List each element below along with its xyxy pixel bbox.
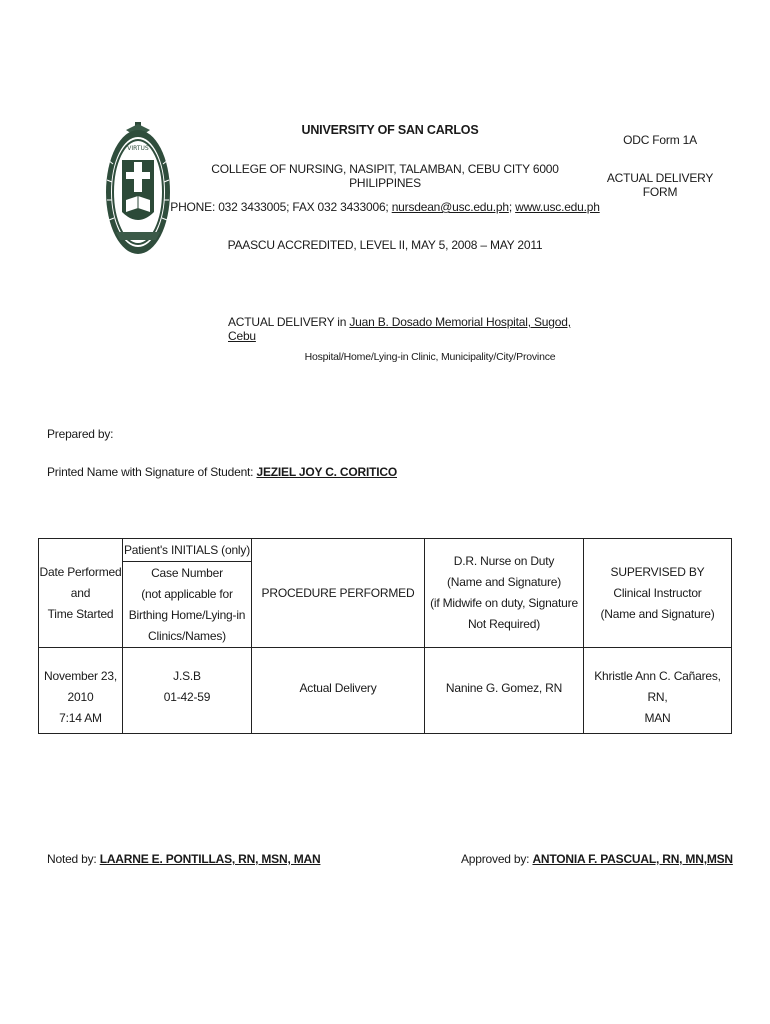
- noted-by-line: [47, 852, 387, 866]
- phone-fax: PHONE: 032 3433005; FAX 032 3433006;: [170, 200, 392, 214]
- student-name: JEZIEL JOY C. CORITICO: [256, 465, 397, 479]
- college-address: COLLEGE OF NURSING, NASIPIT, TALAMBAN, CEBU CITY 6000 PHILIPPINES: [211, 162, 559, 190]
- cell-patient-case: [123, 648, 251, 733]
- cell-initials: J.S.B: [173, 669, 201, 683]
- header-case-number: Case Number (not applicable for Birthing Home/Lying-in Clinics/Names): [128, 565, 246, 643]
- cell-case-number: 01-42-59: [163, 690, 211, 704]
- university-seal-logo: [104, 120, 172, 256]
- approved-by-line: [461, 852, 761, 866]
- header-supervised-by: SUPERVISED BY Clinical Instructor (Name and Signature): [600, 564, 715, 621]
- delivery-place: Juan B. Dosado Memorial Hospital, Sugod, Cebu: [228, 315, 571, 343]
- email-link[interactable]: nursdean@usc.edu.ph: [391, 200, 509, 214]
- header-dr-nurse: D.R. Nurse on Duty (Name and Signature) (if Midwife on duty, Signature Not Required): [430, 554, 578, 631]
- delivery-place-caption: Hospital/Home/Lying-in Clinic, Municipality/City/Province: [304, 351, 556, 363]
- header-date-performed: Date Performed and Time Started: [39, 564, 122, 621]
- cell-procedure: Actual Delivery: [299, 681, 377, 695]
- header-procedure-performed: PROCEDURE PERFORMED: [261, 585, 415, 600]
- noted-by-label: Noted by:: [47, 852, 100, 866]
- approved-by-label: Approved by:: [461, 852, 533, 866]
- contact-separator: ;: [508, 200, 516, 214]
- approved-by-name: ANTONIA F. PASCUAL, RN, MN,MSN: [532, 852, 733, 866]
- student-line: [47, 465, 547, 479]
- form-code: ODC Form 1A: [623, 133, 697, 147]
- noted-by-name: LAARNE E. PONTILLAS, RN, MSN, MAN: [99, 852, 321, 866]
- cell-nurse: Nanine G. Gomez, RN: [445, 681, 563, 695]
- university-name: UNIVERSITY OF SAN CARLOS: [301, 123, 479, 137]
- seal-motto: VIRTUS: [127, 145, 149, 152]
- contact-line: [165, 200, 605, 214]
- website-link[interactable]: www.usc.edu.ph: [515, 200, 600, 214]
- student-label: Printed Name with Signature of Student:: [47, 465, 257, 479]
- delivery-line: [228, 315, 588, 343]
- cell-date: November 23, 2010 7:14 AM: [44, 669, 117, 725]
- cell-supervisor: Khristle Ann C. Cañares, RN, MAN: [594, 669, 721, 725]
- delivery-prefix: ACTUAL DELIVERY in: [228, 315, 350, 329]
- header-patient-initials: Patient's INITIALS (only): [123, 542, 250, 557]
- delivery-table: [38, 538, 732, 734]
- prepared-by-label: Prepared by:: [47, 427, 114, 441]
- form-title: ACTUAL DELIVERY FORM: [606, 171, 714, 199]
- accreditation-line: PAASCU ACCREDITED, LEVEL II, MAY 5, 2008 – MAY 2011: [227, 238, 543, 252]
